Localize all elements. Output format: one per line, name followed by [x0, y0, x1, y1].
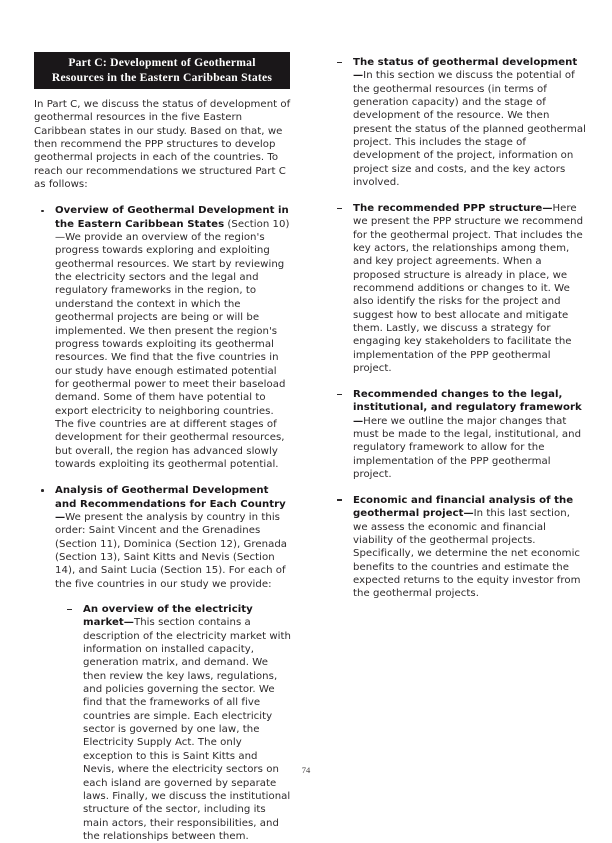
sub-bullet-body: This section contains a description of the electricity market with information on installed capacity, generation matrix, and demand. We then review the key laws, regulations, and policies governing the sector. We find that the frameworks of all five countries are simple. Each electricity sector is governed by one law, the Electricity Supply Act. The only exception to this is Saint Kitts and Nevis, where the electricity sectors on each island are governed by separate laws. Finally, we discuss the institutional structure of the sector, including its main actors, their responsibilities, and the relationships between them.: [83, 617, 292, 842]
bullet-content: [55, 484, 292, 591]
intro-paragraph: In Part C, we discuss the status of development of geothermal resources in the five Eastern Caribbean states in our study. Based on that, we then recommend the PPP structures to develop geothermal projects in each of the countries. To reach our recommendations we structured Part C as follows:: [34, 99, 291, 191]
list-item: [34, 484, 292, 843]
bullet-body: We present the analysis by country in this order: Saint Vincent and the Grenadines (Section 11), Dominica (Section 12), Grenada (Section 13), Saint Kitts and Nevis (Section 14), and Saint Lucia (Section 15). For each of the five countries in our study we provide:: [55, 511, 288, 590]
bullet-heading: Overview of Geothermal Development in the Eastern Caribbean States: [55, 205, 289, 230]
bullet-dot-icon: [41, 210, 44, 213]
sub-bullet-heading: The recommended PPP structure—: [353, 202, 553, 214]
sub-bullet-body: Here we outline the major changes that must be made to the legal, institutional, and regulatory framework to allow for the implementation of the PPP geothermal project.: [353, 415, 582, 480]
sub-bullet-body: Here we present the PPP structure we recommend for the geothermal project. That includes the key actors, the relationships among them, and key project agreements. When a proposed structure is already in place, we recommend additions or changes to it. We also identify the risks for the project and suggest how to best allocate and mitigate them. Lastly, we discuss a strategy for engaging key stakeholders to facilitate the implementation of the PPP geothermal project.: [353, 202, 584, 375]
bullet-dash-icon: [337, 62, 342, 63]
sub-bullet-body: In this section we discuss the potential of the geothermal resources (in terms of generation capacity) and the stage of development of the resource. We then present the status of the planned geothermal project. This includes the stage of development of the project, information on project size and costs, and the key actors involved.: [353, 70, 586, 189]
bullet-dash-icon: [67, 609, 72, 610]
list-item: [336, 494, 586, 601]
top-level-bullet-list: [34, 204, 292, 843]
sub-bullet-content: [353, 494, 586, 601]
sub-bullet-wrapper: [55, 603, 292, 843]
bullet-body: (Section 10)—We provide an overview of the region's progress towards exploring and exploiting geothermal resources. We start by reviewing the electricity sectors and the legal and regulatory frameworks in the region, to understand the context in which the geothermal projects are being or will be implemented. We then present the region's progress towards exploiting its geothermal resources. We find that the five countries in our study have enough estimated potential for geothermal power to meet their baseload demand. Some of them have potential to export electricity to neighboring countries. The five countries are at different stages of development for their geothermal resources, but overall, the region has advanced slowly towards exploiting its geothermal potential.: [55, 218, 290, 470]
right-column: [336, 56, 586, 601]
list-item: [336, 56, 586, 189]
sub-bullet-heading: The status of geothermal development—: [353, 57, 578, 82]
sub-bullet-heading: An overview of the electricity market—: [83, 604, 253, 629]
sub-bullet-content: [353, 202, 586, 375]
sub-bullet-heading: Economic and financial analysis of the geothermal project—: [353, 494, 574, 520]
page-number: 74: [301, 765, 311, 775]
bullet-dash-icon: [337, 208, 342, 209]
part-title-banner: [34, 52, 290, 89]
bullet-dash-icon: [337, 394, 342, 395]
sub-bullet-content: [353, 56, 586, 189]
left-column: [34, 98, 292, 843]
bullet-dot-icon: [41, 489, 44, 492]
bullet-dash-icon: [337, 499, 342, 500]
sub-bullet-body: In this last section, we assess the economic and financial viability of the geothermal projects. Specifically, we determine the net economic benefits to the countries and estimate the expected returns to the equity investor from the geothermal projects.: [353, 508, 581, 600]
list-item: [66, 603, 292, 843]
list-item: [336, 388, 586, 481]
sub-bullet-heading: Recommended changes to the legal, institutional, and regulatory framework—: [353, 388, 582, 427]
sub-bullet-list: [66, 603, 292, 843]
bullet-heading: Analysis of Geothermal Development and Recommendations for Each Country—: [55, 485, 286, 523]
sub-bullet-list-continued: [336, 56, 586, 601]
bullet-content: [55, 204, 292, 471]
sub-bullet-content: [83, 603, 292, 843]
sub-bullet-content: [353, 388, 586, 481]
list-item: [336, 202, 586, 375]
list-item: [34, 204, 292, 471]
part-title-text: Part C: Development of Geothermal Resources in the Eastern Caribbean States: [51, 56, 273, 84]
